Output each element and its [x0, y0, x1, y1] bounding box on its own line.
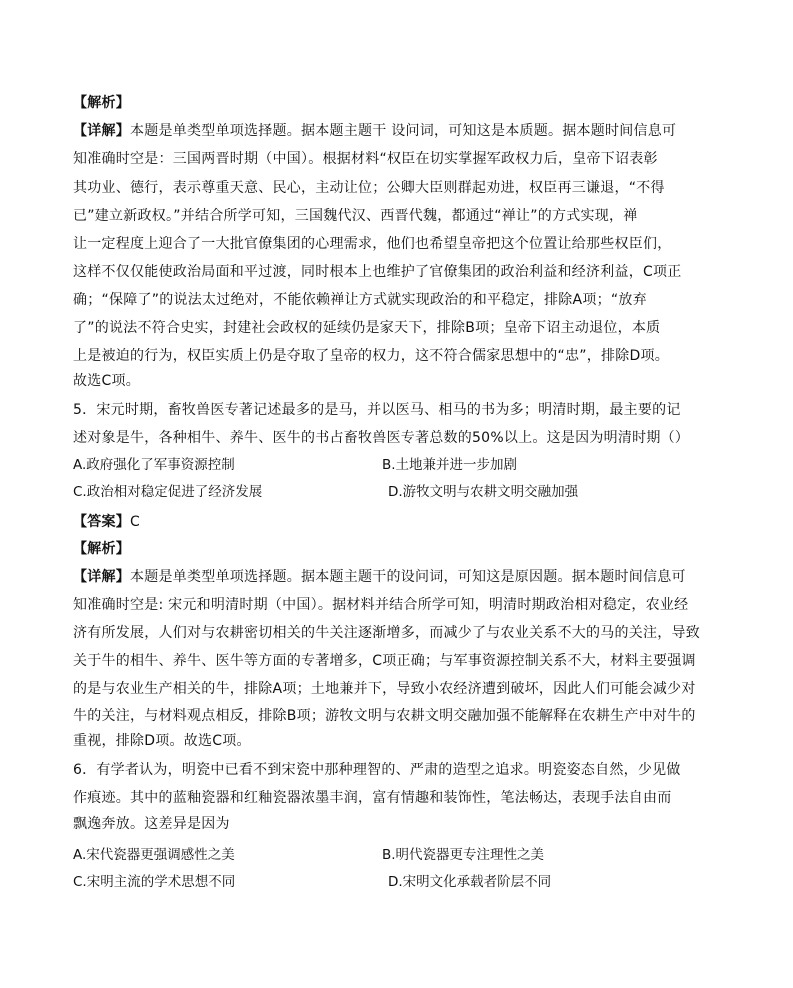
q6-option-d: D.宋明文化承载者阶层不同	[388, 874, 552, 890]
question-6-stem: 作痕迹。其中的蓝釉瓷器和红釉瓷器浓墨丰润，富有情趣和装饰性，笔法畅达，表现手法自由而	[73, 790, 672, 806]
q5-analysis-line: 知准确时空是: 宋元和明清时期（中国）。据材料并结合所学可知，明清时期政治相对稳定，农业经	[73, 597, 689, 613]
q5-analysis-line: 的是与农业生产相关的牛，排除A项；土地兼并下，导致小农经济遭到破坏，因此人们可能会减少对	[73, 681, 696, 697]
q5-option-c: C.政治相对稳定促进了经济发展	[73, 484, 263, 500]
q5-option-a: A.政府强化了军事资源控制	[73, 457, 235, 473]
question-6-stem: 飘逸奔放。这差异是因为	[73, 816, 230, 832]
analysis-line: 知准确时空是：三国两晋时期（中国）。根据材料“权臣在切实掌握军政权力后，皇帝下诏表彰	[73, 151, 658, 167]
question-6-stem: 6．有学者认为，明瓷中已看不到宋瓷中那种理智的、严肃的造型之追求。明瓷姿态自然，少见做	[73, 762, 681, 778]
question-5-stem: 5．宋元时期，畜牧兽医专著记述最多的是马，并以医马、相马的书为多；明清时期，最主要的记	[73, 402, 681, 418]
analysis-text: 本题是单类型单项选择题。据本题主题干 设问词，可知这是本质题。据本题时间信息可	[130, 123, 677, 139]
analysis-line: 故选C项。	[73, 373, 141, 389]
q5-analysis-line: 重视，排除D项。故选C项。	[73, 733, 251, 749]
analysis-line: 上是被迫的行为，权臣实质上仍是夺取了皇帝的权力，这不符合儒家思想中的“忠”，排除D项。	[73, 348, 670, 364]
q5-analysis-line: 关于牛的相牛、养牛、医牛等方面的专著增多，C项正确；与军事资源控制关系不大，材料主要强调	[73, 653, 696, 669]
q6-option-b: B.明代瓷器更专注理性之美	[382, 847, 545, 863]
q5-analysis-line: 牛的关注，与材料观点相反，排除B项；游牧文明与农耕文明交融加强不能解释在农耕生产中对牛的	[73, 708, 696, 724]
q5-option-d: D.游牧文明与农耕文明交融加强	[388, 484, 579, 500]
q6-option-a: A.宋代瓷器更强调感性之美	[73, 847, 235, 863]
q5-analysis-line	[73, 567, 733, 587]
analysis-text: 本题是单类型单项选择题。据本题主题干的设问词，可知这是原因题。据本题时间信息可	[130, 569, 686, 585]
analysis-line	[73, 121, 733, 141]
analysis-line: 了”的说法不符合史实，封建社会政权的延续仍是家天下，排除B项；皇帝下诏主动退位，本质	[73, 320, 661, 336]
q5-option-b: B.土地兼并进一步加剧	[382, 457, 518, 473]
analysis-line: 已”建立新政权。”并结合所学可知，三国魏代汉、西晋代魏，都通过“禅让”的方式实现，禅	[73, 208, 638, 224]
answer-value: C	[130, 514, 141, 530]
analysis-line: 这样不仅仅能使政治局面和平过渡，同时根本上也维护了官僚集团的政治利益和经济利益，C项正	[73, 264, 682, 280]
analysis-line: 让一定程度上迎合了一大批官僚集团的心理需求，他们也希望皇帝把这个位置让给那些权臣们，	[73, 236, 672, 252]
answer-tag: 【答案】	[73, 514, 130, 530]
detail-tag: 【详解】	[73, 123, 130, 139]
analysis-heading: 【解析】	[73, 95, 130, 111]
q5-answer	[73, 512, 733, 532]
analysis-line: 其功业、德行，表示尊重天意、民心，主动让位；公卿大臣则群起劝进，权臣再三谦退，“不得	[73, 180, 665, 196]
q6-option-c: C.宋明主流的学术思想不同	[73, 874, 236, 890]
detail-tag: 【详解】	[73, 569, 130, 585]
question-5-stem: 述对象是牛，各种相牛、养牛、医牛的书占畜牧兽医专著总数的50%以上。这是因为明清时期（）	[73, 430, 690, 446]
q5-analysis-heading: 【解析】	[73, 541, 130, 557]
analysis-line: 确；“保障了”的说法太过绝对，不能依赖禅让方式就实现政治的和平稳定，排除A项；“放弃	[73, 292, 647, 308]
q5-analysis-line: 济有所发展，人们对与农耕密切相关的牛关注逐渐增多，而减少了与农业关系不大的马的关注，导致	[73, 625, 700, 641]
